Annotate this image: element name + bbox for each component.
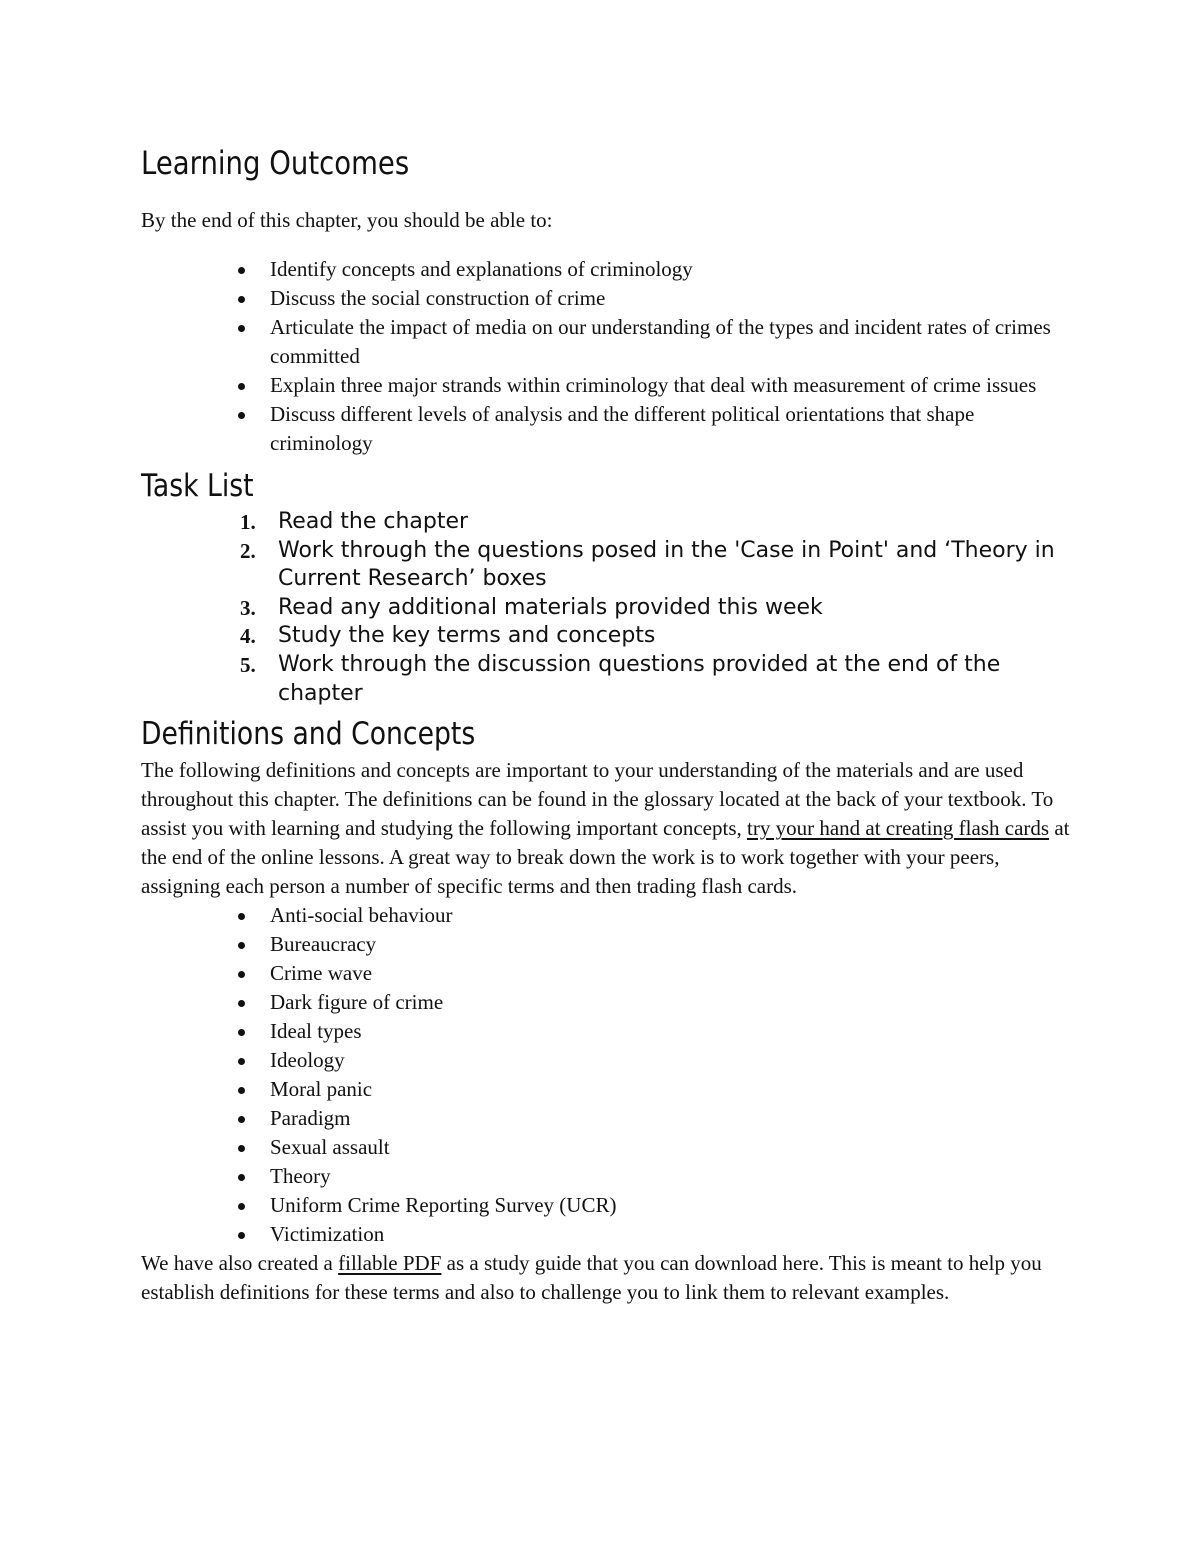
bullet-icon — [238, 1145, 245, 1152]
list-item-text: Discuss the social construction of crime — [270, 286, 606, 310]
learning-outcomes-heading: Learning Outcomes — [141, 144, 410, 182]
list-item — [270, 1133, 1071, 1162]
bullet-icon — [238, 1029, 245, 1036]
term-text: Ideal types — [270, 1019, 362, 1044]
term-text: Theory — [270, 1164, 331, 1189]
list-item — [270, 284, 1071, 313]
task-text: Work through the discussion questions provided at the end of the chapter — [278, 651, 1001, 706]
term-text: Victimization — [270, 1222, 385, 1247]
task-number: 1. — [240, 510, 256, 534]
list-item — [270, 371, 1071, 400]
task-item — [240, 622, 1071, 651]
list-item — [270, 1191, 1071, 1220]
bullet-icon — [238, 383, 245, 390]
term-text: Sexual assault — [270, 1135, 390, 1160]
definitions-terms-list — [141, 901, 1071, 1249]
list-item — [270, 988, 1071, 1017]
closing-paragraph — [141, 1249, 1071, 1307]
bullet-icon — [238, 942, 245, 949]
list-item — [270, 959, 1071, 988]
bullet-icon — [238, 267, 245, 274]
bullet-icon — [238, 1058, 245, 1065]
list-item — [270, 313, 1071, 371]
task-item — [240, 508, 1071, 537]
list-item — [270, 400, 1071, 458]
closing-paragraph-text-end: as a study guide that you can download here. This is meant to help you establish definitions for these terms and also to challenge you to link them to relevant examples. — [141, 1251, 1042, 1305]
task-text: Work through the questions posed in the 'Case in Point' and ‘Theory in Current Research’ boxes — [278, 537, 1055, 592]
list-item — [270, 255, 1071, 284]
term-text: Bureaucracy — [270, 932, 377, 957]
task-text: Read the chapter — [278, 509, 469, 534]
term-text: Moral panic — [270, 1077, 373, 1102]
list-item — [270, 1017, 1071, 1046]
list-item — [270, 1046, 1071, 1075]
term-text: Crime wave — [270, 961, 373, 986]
definitions-paragraph — [141, 756, 1071, 901]
definitions-heading: Definitions and Concepts — [141, 716, 476, 753]
bullet-icon — [238, 1174, 245, 1181]
bullet-icon — [238, 1087, 245, 1094]
task-number: 3. — [240, 595, 256, 620]
learning-outcomes-intro: By the end of this chapter, you should be able to: — [141, 208, 553, 232]
task-list — [141, 508, 1071, 708]
task-number: 5. — [240, 652, 256, 677]
flash-cards-link[interactable]: try your hand at creating flash cards — [747, 816, 1050, 841]
term-text: Paradigm — [270, 1106, 351, 1131]
task-number: 4. — [240, 624, 256, 649]
term-text: Dark figure of crime — [270, 990, 444, 1015]
task-text: Read any additional materials provided this week — [278, 594, 823, 620]
term-text: Ideology — [270, 1048, 345, 1073]
fillable-pdf-link[interactable]: fillable PDF — [338, 1251, 442, 1276]
list-item — [270, 1075, 1071, 1104]
list-item-text: Articulate the impact of media on our understanding of the types and incident rates of crimes committed — [270, 315, 1051, 368]
task-text: Study the key terms and concepts — [278, 623, 656, 649]
term-text: Anti-social behaviour — [270, 903, 453, 928]
task-list-heading: Task List — [141, 468, 254, 504]
list-item — [270, 901, 1071, 930]
bullet-icon — [238, 1232, 245, 1239]
list-item — [270, 1162, 1071, 1191]
task-item — [240, 594, 1071, 623]
term-text: Uniform Crime Reporting Survey (UCR) — [270, 1193, 617, 1218]
list-item — [270, 1220, 1071, 1249]
task-number: 2. — [240, 538, 256, 563]
bullet-icon — [238, 412, 245, 419]
list-item — [270, 1104, 1071, 1133]
bullet-icon — [238, 1203, 245, 1210]
closing-paragraph-text: We have also created a — [141, 1251, 339, 1276]
bullet-icon — [238, 1000, 245, 1007]
list-item — [270, 930, 1071, 959]
page-content — [141, 140, 1071, 1307]
bullet-icon — [238, 971, 245, 978]
task-item — [240, 537, 1071, 594]
bullet-icon — [238, 325, 245, 332]
list-item-text: Discuss different levels of analysis and the different political orientations that shape criminology — [270, 402, 975, 455]
list-item-text: Identify concepts and explanations of criminology — [270, 257, 693, 281]
definitions-paragraph-text-end: at the end of the online lessons. A great way to break down the work is to work together with your peers, assigning each person a number of specific terms and then trading flash cards. — [141, 816, 1070, 899]
task-item — [240, 651, 1071, 708]
learning-outcomes-list — [141, 255, 1071, 458]
list-item-text: Explain three major strands within criminology that deal with measurement of crime issues — [270, 373, 1037, 397]
definitions-paragraph-text: The following definitions and concepts are important to your understanding of the materials and are used throughout this chapter. The definitions can be found in the glossary located at the back of your textbook. To assist you with learning and studying the following important concepts, — [141, 758, 1054, 841]
bullet-icon — [238, 1116, 245, 1123]
bullet-icon — [238, 296, 245, 303]
bullet-icon — [238, 913, 245, 920]
